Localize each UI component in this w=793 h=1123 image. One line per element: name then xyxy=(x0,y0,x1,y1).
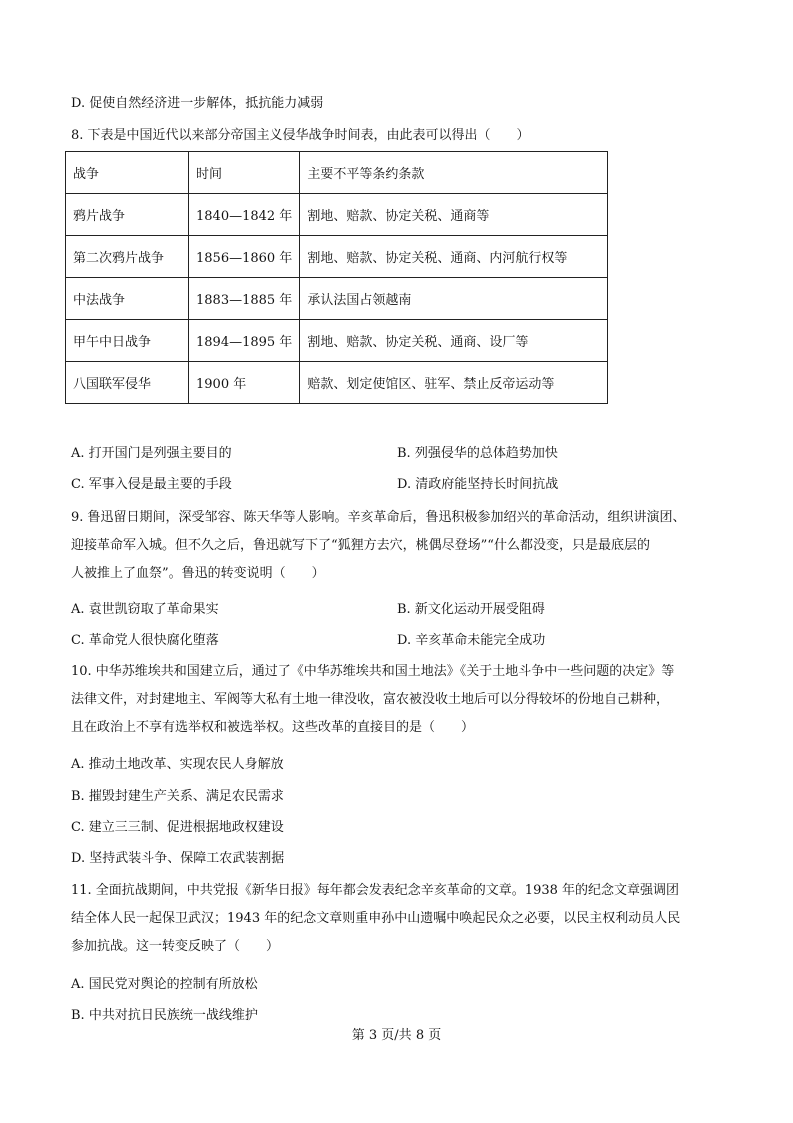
q10-option-b: B. 摧毁封建生产关系、满足农民需求 xyxy=(71,789,284,804)
cell-time: 1856—1860 年 xyxy=(189,236,300,278)
cell-time: 1900 年 xyxy=(189,362,300,404)
q10-option-d: D. 坚持武装斗争、保障工农武装割据 xyxy=(71,851,285,866)
cell-time: 1894—1895 年 xyxy=(189,320,300,362)
cell-time: 1840—1842 年 xyxy=(189,194,300,236)
q11-stem-line: 参加抗战。这一转变反映了（ ） xyxy=(71,939,280,954)
q8-option-a: A. 打开国门是列强主要目的 xyxy=(71,446,232,461)
cell-war: 中法战争 xyxy=(66,278,189,320)
q8-option-b: B. 列强侵华的总体趋势加快 xyxy=(397,446,558,461)
q10-option-a: A. 推动土地改革、实现农民人身解放 xyxy=(71,757,284,772)
cell-terms: 割地、赔款、协定关税、通商、内河航行权等 xyxy=(300,236,608,278)
q9-stem-line: 人被推上了血祭”。鲁迅的转变说明（ ） xyxy=(71,566,325,581)
cell-war: 第二次鸦片战争 xyxy=(66,236,189,278)
q10-stem-line: 法律文件，对封建地主、军阀等大私有土地一律没收，富农被没收土地后可以分得较坏的份地自己耕种， xyxy=(71,692,670,707)
q7-option-d: D. 促使自然经济进一步解体，抵抗能力减弱 xyxy=(71,96,324,111)
q11-stem-line: 结全体人民一起保卫武汉；1943 年的纪念文章则重申孙中山遗嘱中唤起民众之必要，以民主权利动员人民 xyxy=(71,911,681,926)
cell-terms: 割地、赔款、协定关税、通商等 xyxy=(300,194,608,236)
header-terms: 主要不平等条约条款 xyxy=(300,152,608,194)
q9-option-b: B. 新文化运动开展受阻碍 xyxy=(397,602,545,617)
cell-terms: 割地、赔款、协定关税、通商、设厂等 xyxy=(300,320,608,362)
q11-option-b: B. 中共对抗日民族统一战线维护 xyxy=(71,1008,258,1023)
cell-war: 甲午中日战争 xyxy=(66,320,189,362)
q10-stem xyxy=(71,664,726,748)
table-row xyxy=(66,362,608,404)
cell-war: 八国联军侵华 xyxy=(66,362,189,404)
q9-option-c: C. 革命党人很快腐化堕落 xyxy=(71,633,219,648)
cell-time: 1883—1885 年 xyxy=(189,278,300,320)
header-war: 战争 xyxy=(66,152,189,194)
q11-stem xyxy=(71,883,726,967)
cell-terms: 赔款、划定使馆区、驻军、禁止反帝运动等 xyxy=(300,362,608,404)
q9-stem xyxy=(71,510,726,594)
q9-stem-line: 9. 鲁迅留日期间，深受邹容、陈天华等人影响。辛亥革命后，鲁迅积极参加绍兴的革命活动，组织讲演团、 xyxy=(71,510,686,525)
q8-stem: 8. 下表是中国近代以来部分帝国主义侵华战争时间表，由此表可以得出（ ） xyxy=(71,128,530,143)
q10-option-c: C. 建立三三制、促进根据地政权建设 xyxy=(71,820,284,835)
table-row xyxy=(66,320,608,362)
table-row xyxy=(66,194,608,236)
war-table xyxy=(65,151,608,404)
q11-stem-line: 11. 全面抗战期间，中共党报《新华日报》每年都会发表纪念辛亥革命的文章。1938 年的纪念文章强调团 xyxy=(71,883,680,898)
q9-stem-line: 迎接革命军入城。但不久之后，鲁迅就写下了“狐狸方去穴，桃偶尽登场”“什么都没变，只是最底层的 xyxy=(71,538,650,553)
page-footer: 第 3 页/共 8 页 xyxy=(351,1028,442,1043)
q8-option-d: D. 清政府能坚持长时间抗战 xyxy=(397,477,559,492)
header-time: 时间 xyxy=(189,152,300,194)
table-row xyxy=(66,278,608,320)
q8-option-c: C. 军事入侵是最主要的手段 xyxy=(71,477,232,492)
cell-war: 鸦片战争 xyxy=(66,194,189,236)
q11-option-a: A. 国民党对舆论的控制有所放松 xyxy=(71,977,258,992)
q9-option-a: A. 袁世凯窃取了革命果实 xyxy=(71,602,219,617)
table-row xyxy=(66,236,608,278)
q10-stem-line: 10. 中华苏维埃共和国建立后，通过了《中华苏维埃共和国土地法》《关于土地斗争中一些问题的决定》等 xyxy=(71,664,675,679)
q10-stem-line: 且在政治上不享有选举权和被选举权。这些改革的直接目的是（ ） xyxy=(71,720,475,735)
cell-terms: 承认法国占领越南 xyxy=(300,278,608,320)
table-header-row xyxy=(66,152,608,194)
q9-option-d: D. 辛亥革命未能完全成功 xyxy=(397,633,546,648)
